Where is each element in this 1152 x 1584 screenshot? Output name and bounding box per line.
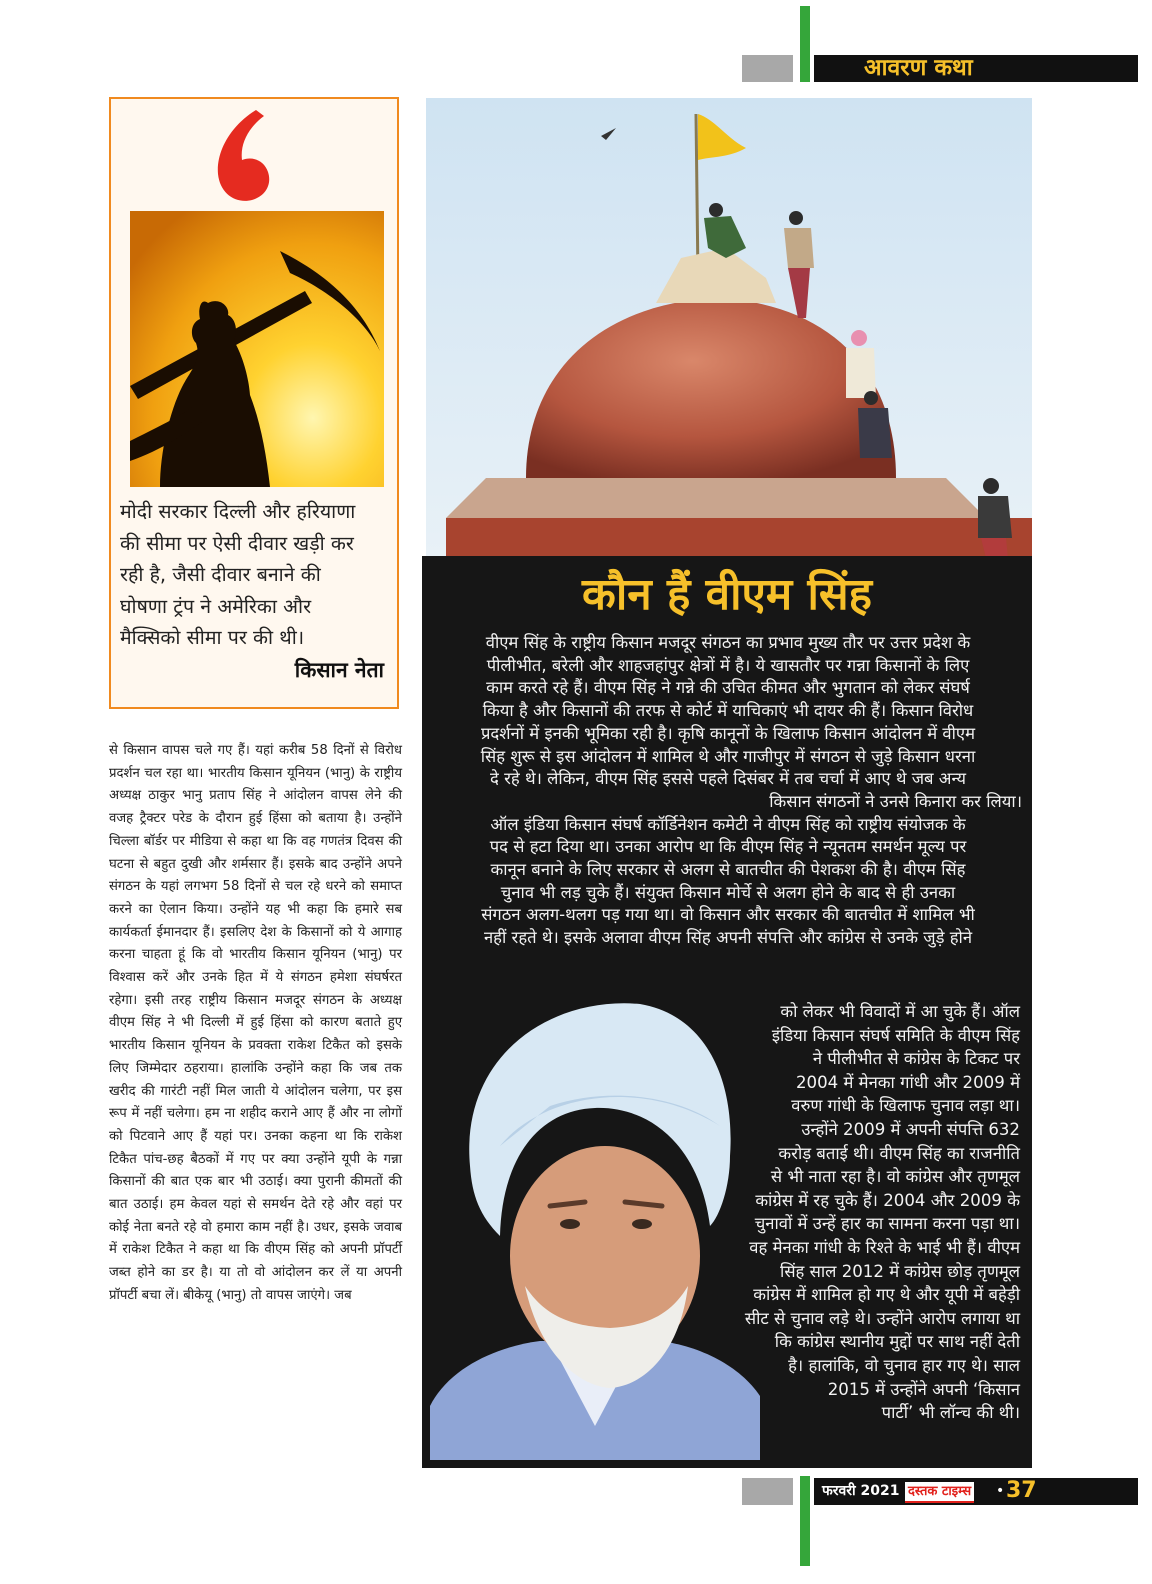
info-line: सिंह शुरू से इस आंदोलन में शामिल थे और गाजीपुर में संगठन से जुड़े किसान धरना: [480, 746, 976, 766]
quote-line: मैक्सिको सीमा पर की थी।: [120, 626, 305, 649]
gray-accent-block-top: [742, 55, 793, 82]
section-header-bar: [814, 55, 1138, 82]
info-line: पार्टी’ भी लॉन्च की थी।: [881, 1403, 1020, 1423]
info-line: कांग्रेस में रह चुके हैं। 2004 और 2009 के: [755, 1190, 1020, 1210]
info-line: चुनाव भी लड़ चुके हैं। संयुक्त किसान मोर्चे से अलग होने के बाद से ही उनका: [500, 882, 956, 902]
article-left-column: से किसान वापस चले गए हैं। यहां करीब 58 दिनों से विरोध प्रदर्शन चल रहा था। भारतीय किसान यूनियन (भानु) के राष्ट्रीय अध्यक्ष ठाकुर भानु प्रताप सिंह ने आंदोलन वापस लेने की वजह ट्रैक्टर परेड के दौरान हुई हिंसा को बताया है। उन्होंने चिल्ला बॉर्डर पर मीडिया से कहा था कि वह गणतंत्र दिवस की घटना से बहुत दुखी और शर्मसार हैं। इसके बाद उन्होंने अपने संगठन के यहां लगभग 58 दिनों से चल रहे धरने को समाप्त करने का ऐलान किया। उन्होंने यह भी कहा कि हमारे सब कार्यकर्ता ईमानदार हैं। इसलिए देश के किसानों को ये आगाह करना चाहता हूं कि वो भारतीय किसान यूनियन (भानु) पर विश्वास करें और उनके हित में ये संगठन हमेशा संघर्षरत रहेगा। इसी तरह राष्ट्रीय किसान मजदूर संगठन के अध्यक्ष वीएम सिंह ने भी दिल्ली में हुई हिंसा को कारण बताते हुए भारतीय किसान यूनियन के प्रवक्ता राकेश टिकैत को इसके लिए जिम्मेदार ठहराया। हालांकि उन्होंने कहा कि जब तक खरीद की गारंटी नहीं मिल जाती ये आंदोलन चलेगा, पर इस रूप में नहीं चलेगा। हम ना शहीद कराने आए हैं और ना लोगों को पिटवाने आए हैं यहां पर। उनका कहना था कि राकेश टिकैत पांच-छह बैठकों में गए पर क्या उन्होंने यूपी के गन्ना किसानों की बात एक बार भी उठाई। क्या पुरानी कीमतों की बात उठाई। हम केवल यहां से समर्थन देते रहे और वहां पर कोई नेता बनते रहे वो हमारा काम नहीं है। उधर, इसके जवाब में राकेश टिकैत ने कहा था कि वीएम सिंह को अपनी प्रॉपर्टी जब्त होने का डर है। या तो वो आंदोलन कर लें या अपनी प्रॉपर्टी बचा लें। बीकेयू (भानु) तो वापस जाएंगे। जब: [109, 743, 402, 1303]
info-line: संगठन अलग-थलग पड़ गया था। वो किसान और सरकार की बातचीत में शामिल भी: [481, 905, 975, 925]
green-accent-bar-top: [800, 6, 810, 82]
quote-mark-icon: [212, 104, 272, 204]
quote-line: की सीमा पर ऐसी दीवार खड़ी कर: [120, 531, 354, 555]
info-line: चुनावों में उन्हें हार का सामना करना पड़ा था।: [754, 1214, 1020, 1234]
info-line: को लेकर भी विवादों में आ चुके हैं। ऑल: [780, 1002, 1020, 1021]
info-line: वरुण गांधी के खिलाफ चुनाव लड़ा था।: [791, 1096, 1020, 1116]
worker-silhouette-photo: [130, 211, 384, 487]
gray-accent-block-bottom: [742, 1478, 793, 1505]
info-line: नहीं रहते थे। इसके अलावा वीएम सिंह अपनी संपत्ति और कांग्रेस से उनके जुड़े होने: [483, 928, 973, 948]
info-line: दे रहे थे। लेकिन, वीएम सिंह इससे पहले दिसंबर में तब चर्चा में आए थे जब अन्य: [490, 769, 966, 789]
info-box-text: [434, 632, 1022, 950]
info-line: काम करते रहे हैं। वीएम सिंह ने गन्ने की उचित कीमत और भुगतान को लेकर संघर्ष: [486, 678, 970, 698]
footer-date: फरवरी 2021: [822, 1483, 900, 1499]
info-line: प्रदर्शनों में इनकी भूमिका रही है। कृषि कानूनों के खिलाफ किसान आंदोलन में वीएम: [480, 723, 976, 743]
info-line: 2004 में मेनका गांधी और 2009 में: [795, 1072, 1020, 1092]
info-line: उन्होंने 2009 में अपनी संपत्ति 632: [801, 1119, 1020, 1139]
section-label: आवरण कथा: [864, 55, 973, 81]
info-line: सिंह साल 2012 में कांग्रेस छोड़ तृणमूल: [780, 1261, 1020, 1281]
info-line: कानून बनाने के लिए सरकार से अलग से बातचीत की पेशकश की है। वीएम सिंह: [490, 860, 966, 880]
quote-line: घोषणा ट्रंप ने अमेरिका और: [120, 594, 312, 618]
info-line: 2015 में उन्होंने अपनी ‘किसान: [827, 1379, 1020, 1399]
quote-source: किसान नेता: [294, 658, 384, 682]
info-line: ने पीलीभीत से कांग्रेस के टिकट पर: [812, 1049, 1020, 1069]
info-line: किसान संगठनों ने उनसे किनारा कर लिया।: [769, 791, 1022, 811]
info-line: पद से हटा दिया था। उनका आरोप था कि वीएम सिंह ने न्यूनतम समर्थन मूल्य पर: [489, 837, 967, 857]
quote-text: [120, 496, 390, 654]
info-line: ऑल इंडिया किसान संघर्ष कॉर्डिनेशन कमेटी ने वीएम सिंह को राष्ट्रीय संयोजक के: [490, 814, 966, 834]
info-box-text-right: [690, 1000, 1020, 1425]
info-line: वीएम सिंह के राष्ट्रीय किसान मजदूर संगठन का प्रभाव मुख्य तौर पर उत्तर प्रदेश के: [485, 633, 971, 652]
info-line: करोड़ बताई थी। वीएम सिंह का राजनीति: [778, 1143, 1020, 1163]
info-line: है। हालांकि, वो चुनाव हार गए थे। साल: [788, 1355, 1020, 1375]
green-accent-bar-bottom: [800, 1476, 810, 1566]
info-line: किया है और किसानों की तरफ से कोर्ट में याचिकाएं भी दायर की हैं। किसान विरोध: [482, 701, 974, 721]
magazine-logo: दस्तक टाइम्स: [905, 1482, 974, 1503]
fort-dome-photo: [426, 98, 1032, 558]
quote-line: रही है, जैसी दीवार बनाने की: [120, 563, 321, 586]
info-line: सीट से चुनाव लड़े थे। उन्होंने आरोप लगाया था: [744, 1308, 1020, 1328]
info-line: इंडिया किसान संघर्ष समिति के वीएम सिंह: [771, 1025, 1020, 1045]
footer-bullet: •: [996, 1483, 1005, 1499]
info-line: कांग्रेस में शामिल हो गए थे और यूपी में बहेड़ी: [753, 1285, 1020, 1305]
info-line: वह मेनका गांधी के रिश्ते के भाई भी हैं। वीएम: [749, 1237, 1020, 1257]
info-box-title: कौन हैं वीएम सिंह: [582, 569, 872, 620]
info-line: पीलीभीत, बरेली और शाहजहांपुर क्षेत्रों में है। ये खासतौर पर गन्ना किसानों के लिए: [486, 655, 970, 675]
info-line: से भी नाता रहा है। वो कांग्रेस और तृणमूल: [770, 1167, 1020, 1187]
quote-line: मोदी सरकार दिल्ली और हरियाणा: [120, 500, 356, 523]
page-number: 37: [1006, 1478, 1037, 1503]
info-line: कि कांग्रेस स्थानीय मुद्दों पर साथ नहीं देती: [774, 1332, 1020, 1352]
